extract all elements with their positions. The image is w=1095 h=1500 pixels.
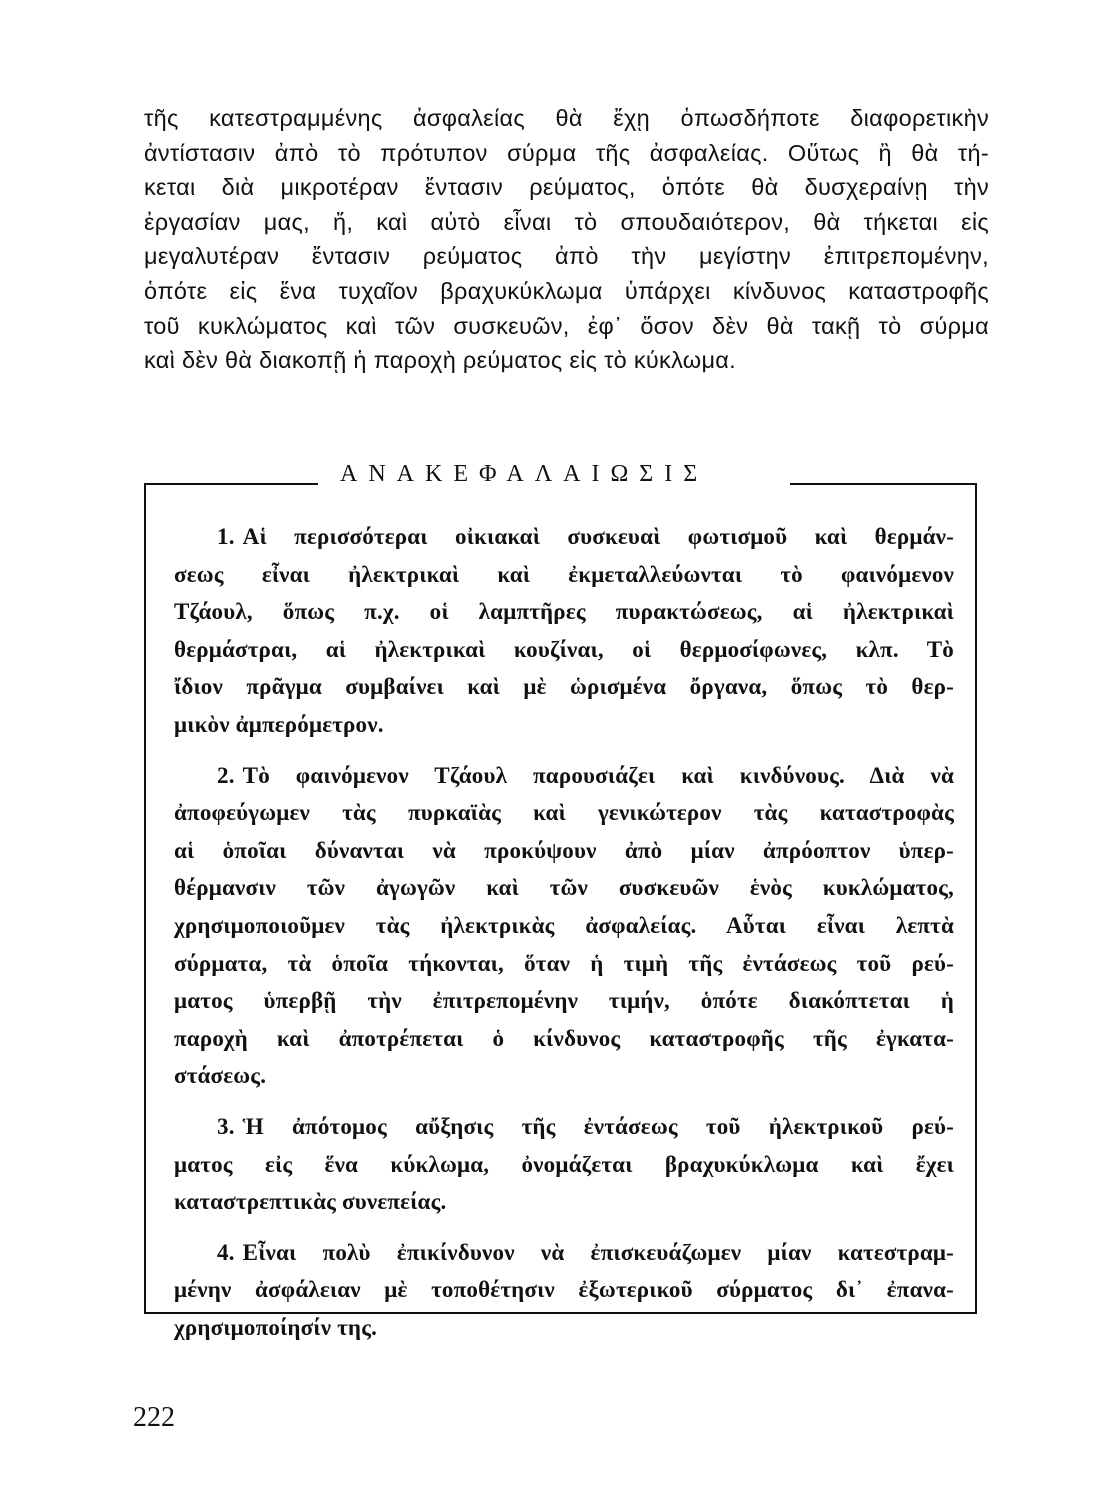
summary-heading: ΑΝΑΚΕΦΑΛΑΙΩΣΙΣ [340, 461, 709, 487]
text-line: ματος εἰς ἕνα κύκλωμα, ὀνομάζεται βραχυκύκλωμα καὶ ἔχει [174, 1151, 954, 1177]
text-line: 3. Ἡ ἀπότομος αὔξησις τῆς ἐντάσεως τοῦ ἠλεκτρικοῦ ρεύ- [217, 1113, 954, 1139]
text-line: ματος ὑπερβῇ τὴν ἐπιτρεπομένην τιμήν, ὁπότε διακόπτεται ἡ [174, 988, 954, 1014]
summary-item-4 [174, 1234, 954, 1347]
text-line: 2. Τὸ φαινόμενον Τζάουλ παρουσιάζει καὶ κινδύνους. Διὰ νὰ [217, 762, 954, 788]
text-line: θέρμανσιν τῶν ἀγωγῶν καὶ τῶν συσκευῶν ἑνὸς κυκλώματος, [174, 875, 954, 901]
text-line: κεται διὰ μικροτέραν ἔντασιν ρεύματος, ὁπότε θὰ δυσχεραίνῃ τὴν [144, 174, 989, 201]
summary-item-2 [174, 757, 954, 1095]
text-line: καὶ δὲν θὰ διακοπῇ ἡ παροχὴ ρεύματος εἰς τὸ κύκλωμα. [144, 347, 737, 374]
text-line: ἀντίστασιν ἀπὸ τὸ πρότυπον σύρμα τῆς ἀσφαλείας. Οὕτως ἢ θὰ τή- [144, 139, 989, 166]
item-number: 4. [217, 1239, 235, 1265]
text-line: ἴδιον πρᾶγμα συμβαίνει καὶ μὲ ὡρισμένα ὄργανα, ὅπως τὸ θερ- [174, 674, 954, 700]
text-line: μικὸν ἀμπερόμετρον. [174, 711, 384, 737]
text-line: καταστρεπτικὰς συνεπείας. [174, 1189, 447, 1215]
text-line: ἀποφεύγωμεν τὰς πυρκαϊὰς καὶ γενικώτερον τὰς καταστροφὰς [174, 800, 954, 826]
page-number: 222 [133, 1402, 175, 1433]
text-line: ἐργασίαν μας, ἤ, καὶ αὐτὸ εἶναι τὸ σπουδαιότερον, θὰ τήκεται εἰς [144, 208, 989, 235]
summary-box-top-border-left [144, 483, 318, 485]
text-line: τοῦ κυκλώματος καὶ τῶν συσκευῶν, ἐφ᾿ ὅσον δὲν θὰ τακῇ τὸ σύρμα [144, 312, 989, 339]
summary-content [174, 518, 954, 1359]
text-line: χρησιμοποιοῦμεν τὰς ἠλεκτρικὰς ἀσφαλείας. Αὗται εἶναι λεπτὰ [174, 912, 954, 938]
item-number: 3. [217, 1113, 235, 1139]
text-line: 1. Αἱ περισσότεραι οἰκιακαὶ συσκευαὶ φωτισμοῦ καὶ θερμάν- [217, 524, 954, 549]
summary-item-3 [174, 1108, 954, 1221]
text-line: παροχὴ καὶ ἀποτρέπεται ὁ κίνδυνος καταστροφῆς τῆς ἐγκατα- [174, 1025, 954, 1051]
text-line: αἱ ὁποῖαι δύνανται νὰ προκύψουν ἀπὸ μίαν ἀπρόοπτον ὑπερ- [174, 837, 954, 863]
text-line: μένην ἀσφάλειαν μὲ τοποθέτησιν ἐξωτερικοῦ σύρματος δι᾿ ἐπανα- [174, 1277, 954, 1303]
text-line: μεγαλυτέραν ἔντασιν ρεύματος ἀπὸ τὴν μεγίστην ἐπιτρεπομένην, [144, 243, 989, 270]
text-line: σύρματα, τὰ ὁποῖα τήκονται, ὅταν ἡ τιμὴ τῆς ἐντάσεως τοῦ ρεύ- [174, 950, 954, 976]
item-number: 2. [217, 762, 235, 788]
intro-paragraph [144, 101, 989, 378]
text-line: στάσεως. [174, 1063, 267, 1089]
text-line: χρησιμοποίησίν της. [174, 1314, 378, 1340]
text-line: 4. Εἶναι πολὺ ἐπικίνδυνον νὰ ἐπισκευάζωμεν μίαν κατεστραμ- [217, 1239, 954, 1265]
item-number: 1. [217, 524, 235, 549]
text-line: ὁπότε εἰς ἕνα τυχαῖον βραχυκύκλωμα ὑπάρχει κίνδυνος καταστροφῆς [144, 277, 989, 304]
summary-box-top-border-right [790, 483, 975, 485]
text-line: τῆς κατεστραμμένης ἀσφαλείας θὰ ἔχῃ ὁπωσδήποτε διαφορετικὴν [144, 105, 989, 131]
text-line: σεως εἶναι ἠλεκτρικαὶ καὶ ἐκμεταλλεύωνται τὸ φαινόμενον [174, 561, 954, 587]
text-line: θερμάστραι, αἱ ἠλεκτρικαὶ κουζίναι, οἱ θερμοσίφωνες, κλπ. Τὸ [174, 636, 954, 662]
text-line: Τζάουλ, ὅπως π.χ. οἱ λαμπτῆρες πυρακτώσεως, αἱ ἠλεκτρικαὶ [174, 599, 954, 625]
summary-item-1 [174, 518, 954, 744]
